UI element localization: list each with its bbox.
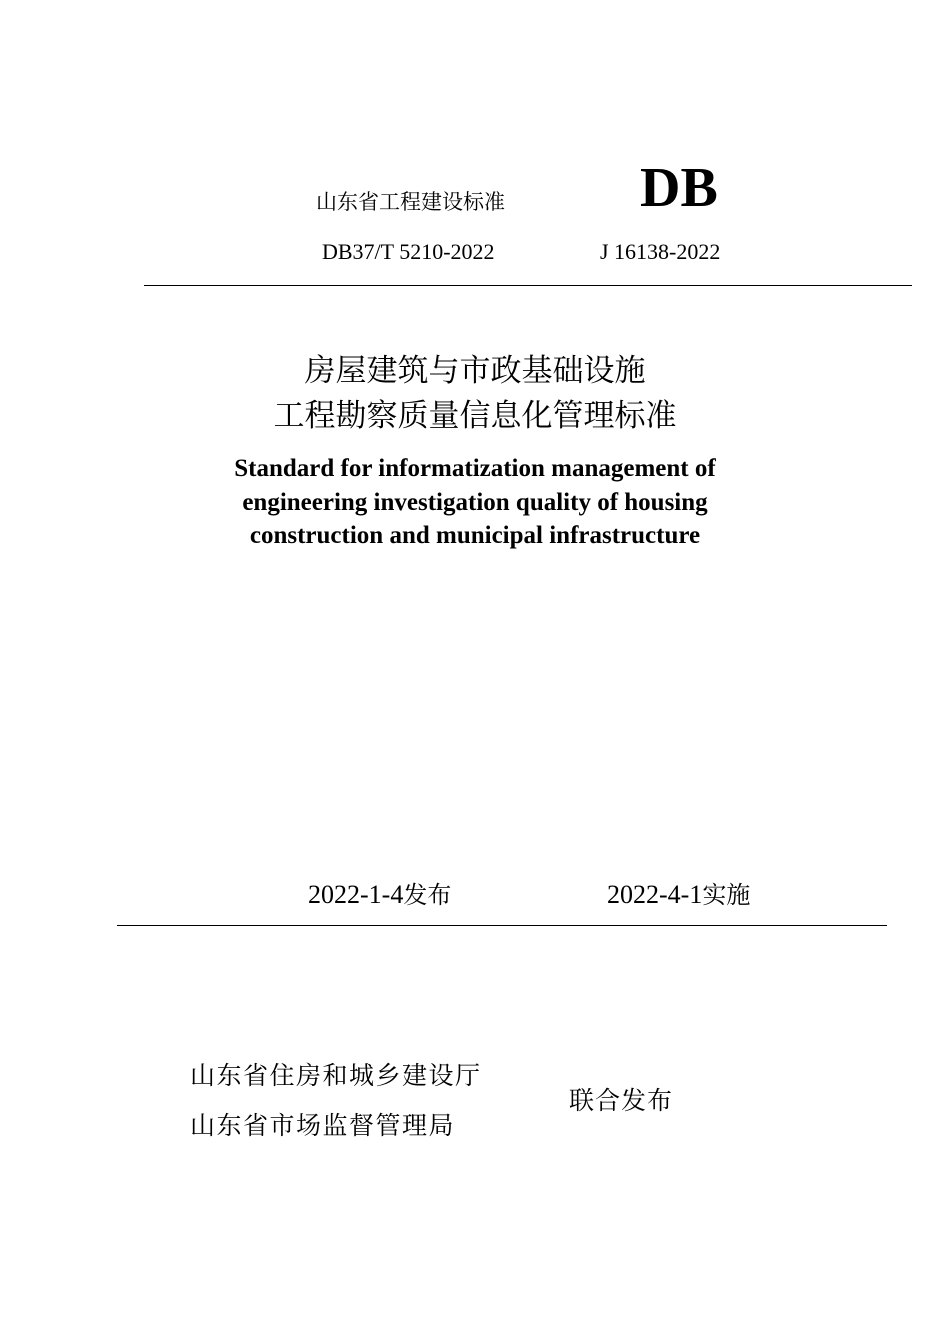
top-divider <box>144 285 912 286</box>
record-code: J 16138-2022 <box>600 239 721 264</box>
joint-issue-label: 联合发布 <box>569 1086 674 1115</box>
standard-series-label: 山东省工程建设标准 <box>316 190 505 214</box>
chinese-title-line-1: 房屋建筑与市政基础设施 <box>304 353 646 389</box>
chinese-title-line-2: 工程勘察质量信息化管理标准 <box>273 398 677 434</box>
english-title-line-2: engineering investigation quality of housing <box>242 489 708 516</box>
english-title-line-1: Standard for informatization management of <box>234 455 716 482</box>
issue-date <box>308 875 451 910</box>
standard-code: DB37/T 5210-2022 <box>322 239 495 264</box>
effective-date-value: 2022-4-1 <box>607 880 703 909</box>
english-title-line-3: construction and municipal infrastructure <box>249 522 701 549</box>
issuer-market-supervision-bureau: 山东省市场监督管理局 <box>190 1111 456 1140</box>
issue-date-label: 发布 <box>403 881 452 909</box>
bottom-divider <box>117 925 887 926</box>
effective-date-label: 实施 <box>702 881 751 909</box>
issue-date-value: 2022-1-4 <box>308 880 404 909</box>
db-mark: DB <box>640 157 718 219</box>
effective-date <box>607 875 750 910</box>
issuer-housing-department: 山东省住房和城乡建设厅 <box>190 1061 482 1090</box>
